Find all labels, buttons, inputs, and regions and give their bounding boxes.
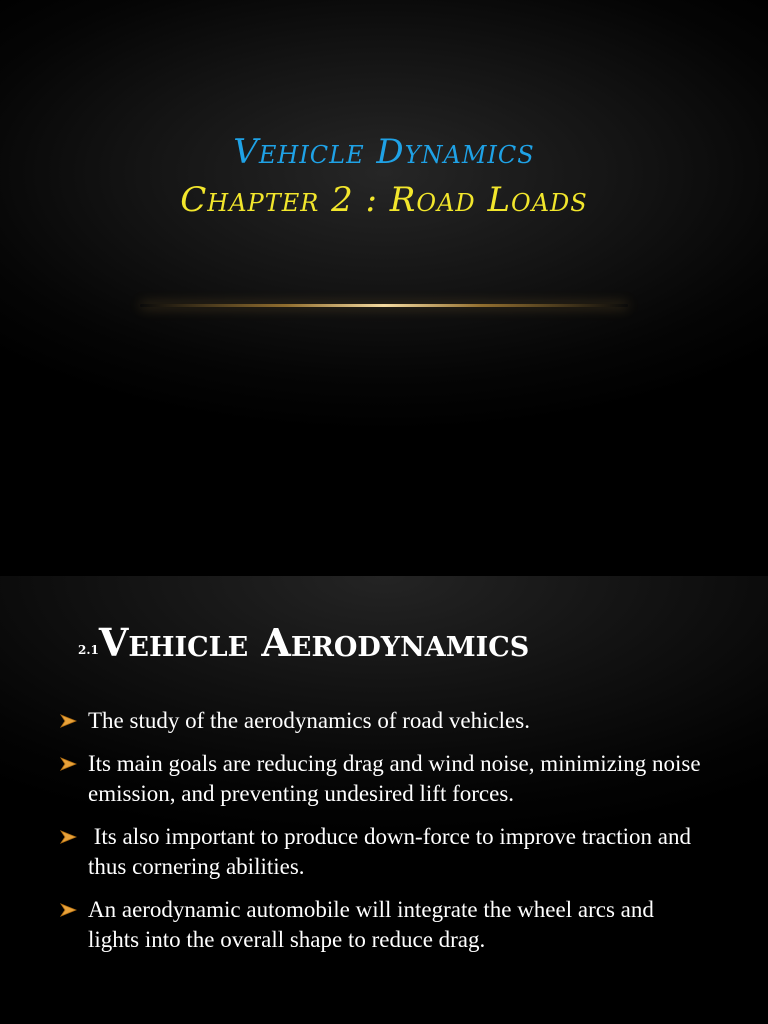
- arrow-bullet-icon: [60, 714, 77, 728]
- content-slide: [0, 576, 768, 1024]
- bullet-item: [60, 706, 710, 736]
- bullet-text: The study of the aerodynamics of road vehicles.: [88, 708, 530, 733]
- title-divider: [140, 304, 628, 307]
- bullet-item: [60, 822, 710, 882]
- bullet-list: [60, 706, 710, 968]
- section-title: Vehicle Aerodynamics: [98, 620, 530, 665]
- section-number: 2.1: [78, 643, 99, 657]
- arrow-bullet-icon: [60, 903, 77, 917]
- bullet-text: Its also important to produce down-force to improve traction and thus cornering abilities.: [88, 824, 697, 879]
- section-heading: [78, 620, 529, 665]
- chapter-title: Chapter 2 : Road Loads: [180, 180, 588, 220]
- presentation-title: Vehicle Dynamics: [233, 132, 535, 172]
- arrow-bullet-icon: [60, 757, 77, 771]
- bullet-item: [60, 895, 710, 955]
- bullet-text: An aerodynamic automobile will integrate the wheel arcs and lights into the overall shape to reduce drag.: [88, 897, 654, 952]
- arrow-bullet-icon: [60, 830, 77, 844]
- title-block: [0, 128, 768, 224]
- bullet-text: Its main goals are reducing drag and wind noise, minimizing noise emission, and preventing undesired lift forces.: [88, 751, 701, 806]
- bullet-item: [60, 749, 710, 809]
